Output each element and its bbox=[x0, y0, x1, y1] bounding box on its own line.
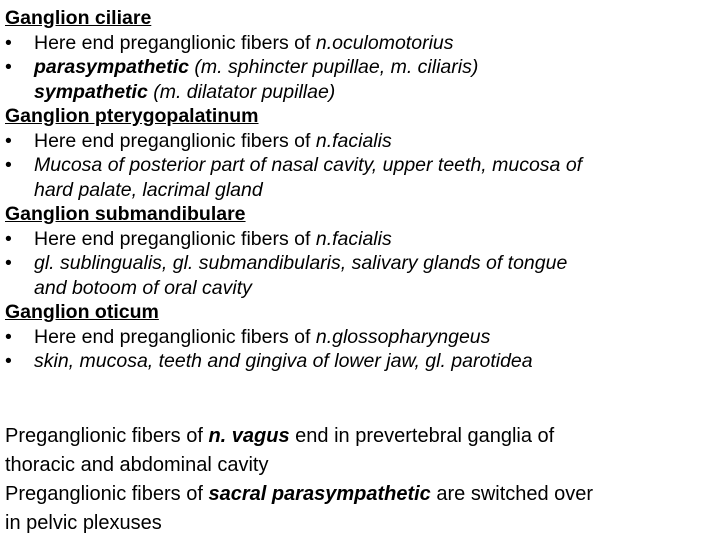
parasympathetic-targets: (m. sphincter pupillae, m. ciliaris) bbox=[188, 56, 479, 78]
bullet-dot: • bbox=[5, 129, 12, 152]
bullet-dot: • bbox=[5, 56, 12, 78]
heading-ganglion-oticum: Ganglion oticum bbox=[5, 301, 159, 323]
bullet-text: Here end preganglionic fibers of bbox=[34, 227, 316, 250]
vagus-term: n. vagus bbox=[208, 425, 290, 447]
bullet-oticum-fibers bbox=[5, 325, 717, 350]
ganglia-list bbox=[5, 6, 717, 374]
heading-ganglion-pterygopalatinum: Ganglion pterygopalatinum bbox=[5, 105, 259, 127]
bullet-dot: • bbox=[5, 252, 12, 274]
vagus-line-1 bbox=[5, 422, 717, 451]
bullet-ciliare-targets bbox=[5, 55, 717, 104]
sympathetic-term: sympathetic bbox=[34, 80, 148, 103]
targets-line-2: and botoom of oral cavity bbox=[34, 276, 252, 299]
bullet-ciliare-fibers bbox=[5, 31, 717, 56]
sacral-paragraph bbox=[5, 480, 717, 537]
bullet-submandibulare-fibers bbox=[5, 227, 717, 252]
sacral-line-2: in pelvic plexuses bbox=[5, 511, 162, 534]
para-text: are switched over bbox=[430, 483, 594, 505]
bullet-dot: • bbox=[5, 154, 12, 176]
bullet-submandibulare-targets bbox=[5, 251, 717, 300]
targets-line-1: Mucosa of posterior part of nasal cavity, upper teeth, mucosa of bbox=[34, 154, 583, 176]
targets-line-2: hard palate, lacrimal gland bbox=[34, 178, 263, 201]
heading-ganglion-ciliare: Ganglion ciliare bbox=[5, 7, 152, 29]
bullet-dot: • bbox=[5, 350, 12, 372]
parasympathetic-term: parasympathetic bbox=[34, 56, 189, 78]
bullet-oticum-targets bbox=[5, 349, 717, 374]
para-text: Preganglionic fibers of bbox=[5, 483, 209, 505]
sympathetic-targets: (m. dilatator pupillae) bbox=[147, 80, 336, 103]
bullet-dot: • bbox=[5, 227, 12, 250]
targets-line-1: skin, mucosa, teeth and gingiva of lower jaw, gl. parotidea bbox=[34, 350, 533, 372]
sympathetic-line bbox=[34, 80, 717, 105]
nerve-name: n.facialis bbox=[315, 129, 392, 152]
vagus-line-2: thoracic and abdominal cavity bbox=[5, 453, 269, 476]
bullet-dot: • bbox=[5, 31, 12, 54]
bullet-text: Here end preganglionic fibers of bbox=[34, 31, 316, 54]
sacral-line-1 bbox=[5, 480, 717, 509]
para-text: end in prevertebral ganglia of bbox=[289, 425, 555, 447]
nerve-name: n.oculomotorius bbox=[315, 31, 454, 54]
bullet-dot: • bbox=[5, 325, 12, 348]
heading-ganglion-submandibulare: Ganglion submandibulare bbox=[5, 203, 246, 225]
bullet-pterygopalatinum-fibers bbox=[5, 129, 717, 154]
bullet-text: Here end preganglionic fibers of bbox=[34, 129, 316, 152]
para-text: Preganglionic fibers of bbox=[5, 425, 209, 447]
sacral-term: sacral parasympathetic bbox=[208, 483, 431, 505]
bullet-text: Here end preganglionic fibers of bbox=[34, 325, 316, 348]
nerve-name: n.glossopharyngeus bbox=[315, 325, 491, 348]
nerve-name: n.facialis bbox=[315, 227, 392, 250]
parasympathetic-line bbox=[34, 55, 717, 80]
targets-line-1: gl. sublingualis, gl. submandibularis, salivary glands of tongue bbox=[34, 252, 568, 274]
vagus-paragraph bbox=[5, 422, 717, 479]
bullet-pterygopalatinum-targets bbox=[5, 153, 717, 202]
